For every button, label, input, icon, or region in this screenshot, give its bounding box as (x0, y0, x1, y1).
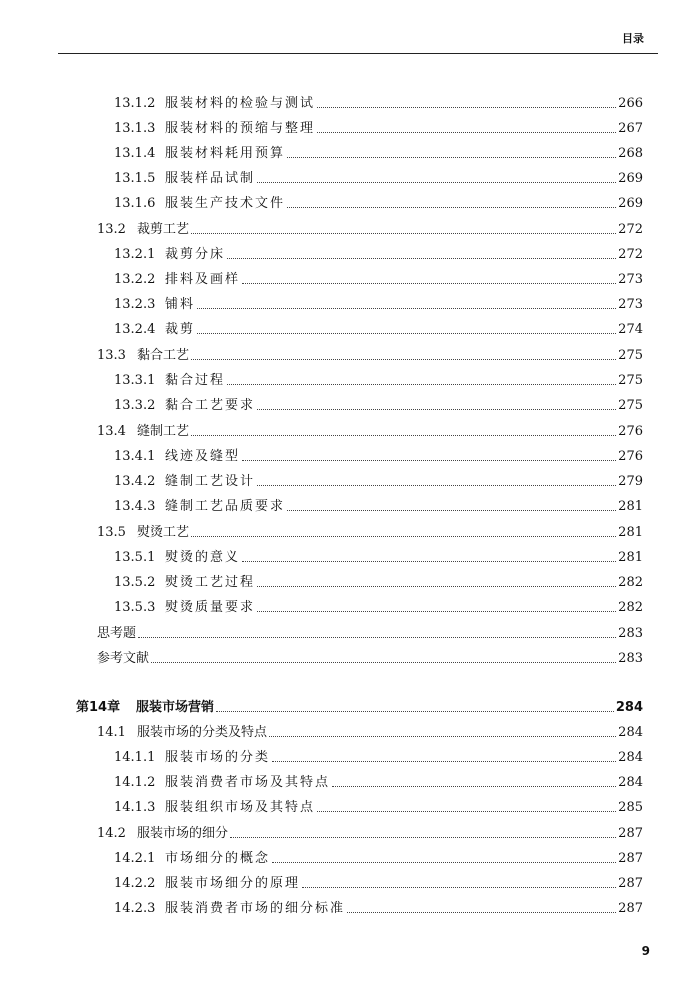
toc-entry-page: 282 (618, 575, 643, 590)
toc-entry (114, 291, 643, 313)
toc-entry (114, 140, 643, 162)
toc-leader-dots (347, 911, 616, 913)
toc-entry-number: 14.2.3 (114, 901, 156, 916)
toc-entry (76, 694, 643, 716)
toc-entry (114, 544, 643, 566)
toc-entry-number: 13.2.2 (114, 272, 156, 287)
toc-entry-page: 276 (618, 449, 643, 464)
toc-entry-title: 黏合工艺 (137, 348, 190, 363)
toc-entry (114, 367, 643, 389)
toc-entry-page: 269 (618, 196, 643, 211)
toc-entry-page: 274 (618, 322, 643, 337)
toc-entry-page: 281 (618, 525, 643, 540)
toc-entry-page: 275 (618, 373, 643, 388)
header-rule (58, 53, 658, 54)
toc-entry-number: 14.1 (97, 725, 126, 740)
toc-entry-page: 284 (618, 775, 643, 790)
toc-entry-page: 272 (618, 222, 643, 237)
toc-leader-dots (216, 710, 614, 712)
toc-entry-number: 13.5.3 (114, 600, 156, 615)
toc-entry-number: 14.2.1 (114, 851, 156, 866)
toc-entry (114, 90, 643, 112)
toc-entry-number: 13.1.5 (114, 171, 156, 186)
toc-leader-dots (272, 861, 616, 863)
toc-entry-page: 275 (618, 348, 643, 363)
toc-entry-title: 服装市场细分的原理 (165, 876, 301, 891)
toc-entry (114, 895, 643, 917)
toc-entry-title: 线迹及缝型 (165, 449, 241, 464)
toc-entry-title: 熨烫工艺 (137, 525, 190, 540)
toc-entry-number: 13.1.6 (114, 196, 156, 211)
toc-entry-title: 裁剪 (165, 322, 196, 337)
toc-entry-page: 281 (618, 550, 643, 565)
toc-entry-title: 服装消费者市场的细分标准 (165, 901, 346, 916)
toc-leader-dots (191, 535, 616, 537)
toc-leader-dots (151, 661, 616, 663)
toc-entry (97, 519, 643, 541)
toc-entry-title: 排料及画样 (165, 272, 241, 287)
toc-leader-dots (257, 408, 616, 410)
toc-entry-page: 284 (618, 750, 643, 765)
toc-entry-page: 269 (618, 171, 643, 186)
toc-entry-page: 275 (618, 398, 643, 413)
toc-entry-number: 13.1.3 (114, 121, 156, 136)
toc-entry-number: 13.2.4 (114, 322, 156, 337)
toc-entry-page: 287 (618, 826, 643, 841)
toc-entry (114, 115, 643, 137)
toc-leader-dots (287, 206, 616, 208)
toc-entry-title: 服装市场的分类及特点 (137, 725, 268, 740)
toc-leader-dots (197, 332, 616, 334)
toc-leader-dots (269, 735, 616, 737)
toc-entry-title: 黏合过程 (165, 373, 226, 388)
toc-entry (97, 216, 643, 238)
toc-entry-title: 市场细分的概念 (165, 851, 271, 866)
toc-entry-number: 13.4 (97, 424, 126, 439)
toc-entry-title: 熨烫工艺过程 (165, 575, 256, 590)
toc-entry (114, 594, 643, 616)
toc-entry (97, 342, 643, 364)
toc-entry-page: 285 (618, 800, 643, 815)
toc-entry-page: 279 (618, 474, 643, 489)
header-title: 目录 (622, 32, 644, 45)
toc-entry (114, 316, 643, 338)
toc-leader-dots (257, 610, 616, 612)
toc-entry-page: 272 (618, 247, 643, 262)
toc-entry-page: 282 (618, 600, 643, 615)
toc-entry-title: 服装样品试制 (165, 171, 256, 186)
toc-entry-title: 参考文献 (97, 651, 150, 666)
toc-entry-number: 14.1.1 (114, 750, 156, 765)
toc-entry (114, 443, 643, 465)
toc-leader-dots (287, 509, 616, 511)
toc-leader-dots (230, 836, 616, 838)
toc-leader-dots (191, 232, 616, 234)
toc-entry-number: 13.1.4 (114, 146, 156, 161)
toc-entry-number: 13.3 (97, 348, 126, 363)
toc-entry-title: 缝制工艺品质要求 (165, 499, 286, 514)
toc-entry-title: 铺料 (165, 297, 196, 312)
toc-entry-number: 13.2 (97, 222, 126, 237)
toc-entry-number: 13.4.3 (114, 499, 156, 514)
toc-entry (114, 165, 643, 187)
toc-entry (114, 845, 643, 867)
toc-leader-dots (227, 383, 616, 385)
toc-leader-dots (191, 434, 616, 436)
toc-entry-title: 裁剪工艺 (137, 222, 190, 237)
toc-leader-dots (227, 257, 616, 259)
toc-entry-page: 276 (618, 424, 643, 439)
toc-leader-dots (242, 282, 616, 284)
toc-entry-title: 缝制工艺设计 (165, 474, 256, 489)
toc-entry (114, 744, 643, 766)
toc-entry (97, 820, 643, 842)
toc-entry-page: 284 (618, 725, 643, 740)
toc-entry (114, 769, 643, 791)
toc-entry-number: 13.3.2 (114, 398, 156, 413)
toc-entry-title: 服装市场的分类 (165, 750, 271, 765)
toc-entry (114, 493, 643, 515)
toc-entry-page: 284 (615, 700, 643, 715)
toc-leader-dots (138, 636, 616, 638)
toc-entry (114, 266, 643, 288)
toc-leader-dots (302, 886, 616, 888)
toc-entry (97, 418, 643, 440)
toc-entry-page: 266 (618, 96, 643, 111)
toc-entry (114, 569, 643, 591)
toc-entry-title: 熨烫的意义 (165, 550, 241, 565)
toc-entry-number: 13.5 (97, 525, 126, 540)
toc-entry-number: 14.2 (97, 826, 126, 841)
toc-entry-page: 273 (618, 272, 643, 287)
toc-entry-title: 服装生产技术文件 (165, 196, 286, 211)
toc-entry-page: 283 (618, 651, 643, 666)
toc-entry-number: 13.2.1 (114, 247, 156, 262)
toc-entry-number: 13.3.1 (114, 373, 156, 388)
toc-entry (114, 392, 643, 414)
toc-entry-title: 服装材料的检验与测试 (165, 96, 316, 111)
toc-entry-number: 13.4.1 (114, 449, 156, 464)
toc-entry (114, 794, 643, 816)
toc-entry (114, 241, 643, 263)
toc-leader-dots (197, 307, 616, 309)
page-number: 9 (641, 944, 650, 958)
toc-entry-page: 281 (618, 499, 643, 514)
toc-leader-dots (257, 585, 616, 587)
toc-entry-number: 第14章 (76, 700, 121, 715)
toc-entry-title: 黏合工艺要求 (165, 398, 256, 413)
toc-entry-number: 13.4.2 (114, 474, 156, 489)
toc-leader-dots (272, 760, 616, 762)
toc-entry-page: 283 (618, 626, 643, 641)
toc-entry-title: 服装组织市场及其特点 (165, 800, 316, 815)
toc-leader-dots (191, 358, 616, 360)
toc-entry-title: 服装材料耗用预算 (165, 146, 286, 161)
toc-entry-page: 273 (618, 297, 643, 312)
toc-entry-number: 13.5.1 (114, 550, 156, 565)
toc-entry-title: 裁剪分床 (165, 247, 226, 262)
toc-entry-title: 缝制工艺 (137, 424, 190, 439)
toc-entry-page: 287 (618, 851, 643, 866)
toc-leader-dots (257, 181, 616, 183)
toc-entry (97, 719, 643, 741)
toc-entry-number: 13.5.2 (114, 575, 156, 590)
toc-leader-dots (257, 484, 616, 486)
toc-entry-page: 287 (618, 901, 643, 916)
toc-leader-dots (317, 131, 616, 133)
toc-entry-number: 13.2.3 (114, 297, 156, 312)
toc-entry-number: 14.1.3 (114, 800, 156, 815)
toc-entry (97, 620, 643, 642)
toc-entry-title: 思考题 (97, 626, 137, 641)
toc-leader-dots (317, 106, 616, 108)
toc-entry (114, 468, 643, 490)
toc-entry-title: 服装市场的细分 (137, 826, 229, 841)
toc-entry-page: 287 (618, 876, 643, 891)
toc-entry-number: 13.1.2 (114, 96, 156, 111)
toc-entry-number: 14.1.2 (114, 775, 156, 790)
toc-entry-title: 服装消费者市场及其特点 (165, 775, 331, 790)
toc-leader-dots (242, 560, 616, 562)
toc-entry-title: 服装材料的预缩与整理 (165, 121, 316, 136)
toc-leader-dots (242, 459, 616, 461)
toc-entry-number: 14.2.2 (114, 876, 156, 891)
toc-entry-page: 268 (618, 146, 643, 161)
toc-entry-title: 熨烫质量要求 (165, 600, 256, 615)
toc-entry-page: 267 (618, 121, 643, 136)
toc-entry (114, 190, 643, 212)
toc-entry (97, 645, 643, 667)
toc-leader-dots (287, 156, 616, 158)
toc-leader-dots (317, 810, 616, 812)
toc-leader-dots (332, 785, 616, 787)
toc-entry-title: 服装市场营销 (136, 700, 215, 715)
toc-entry (114, 870, 643, 892)
